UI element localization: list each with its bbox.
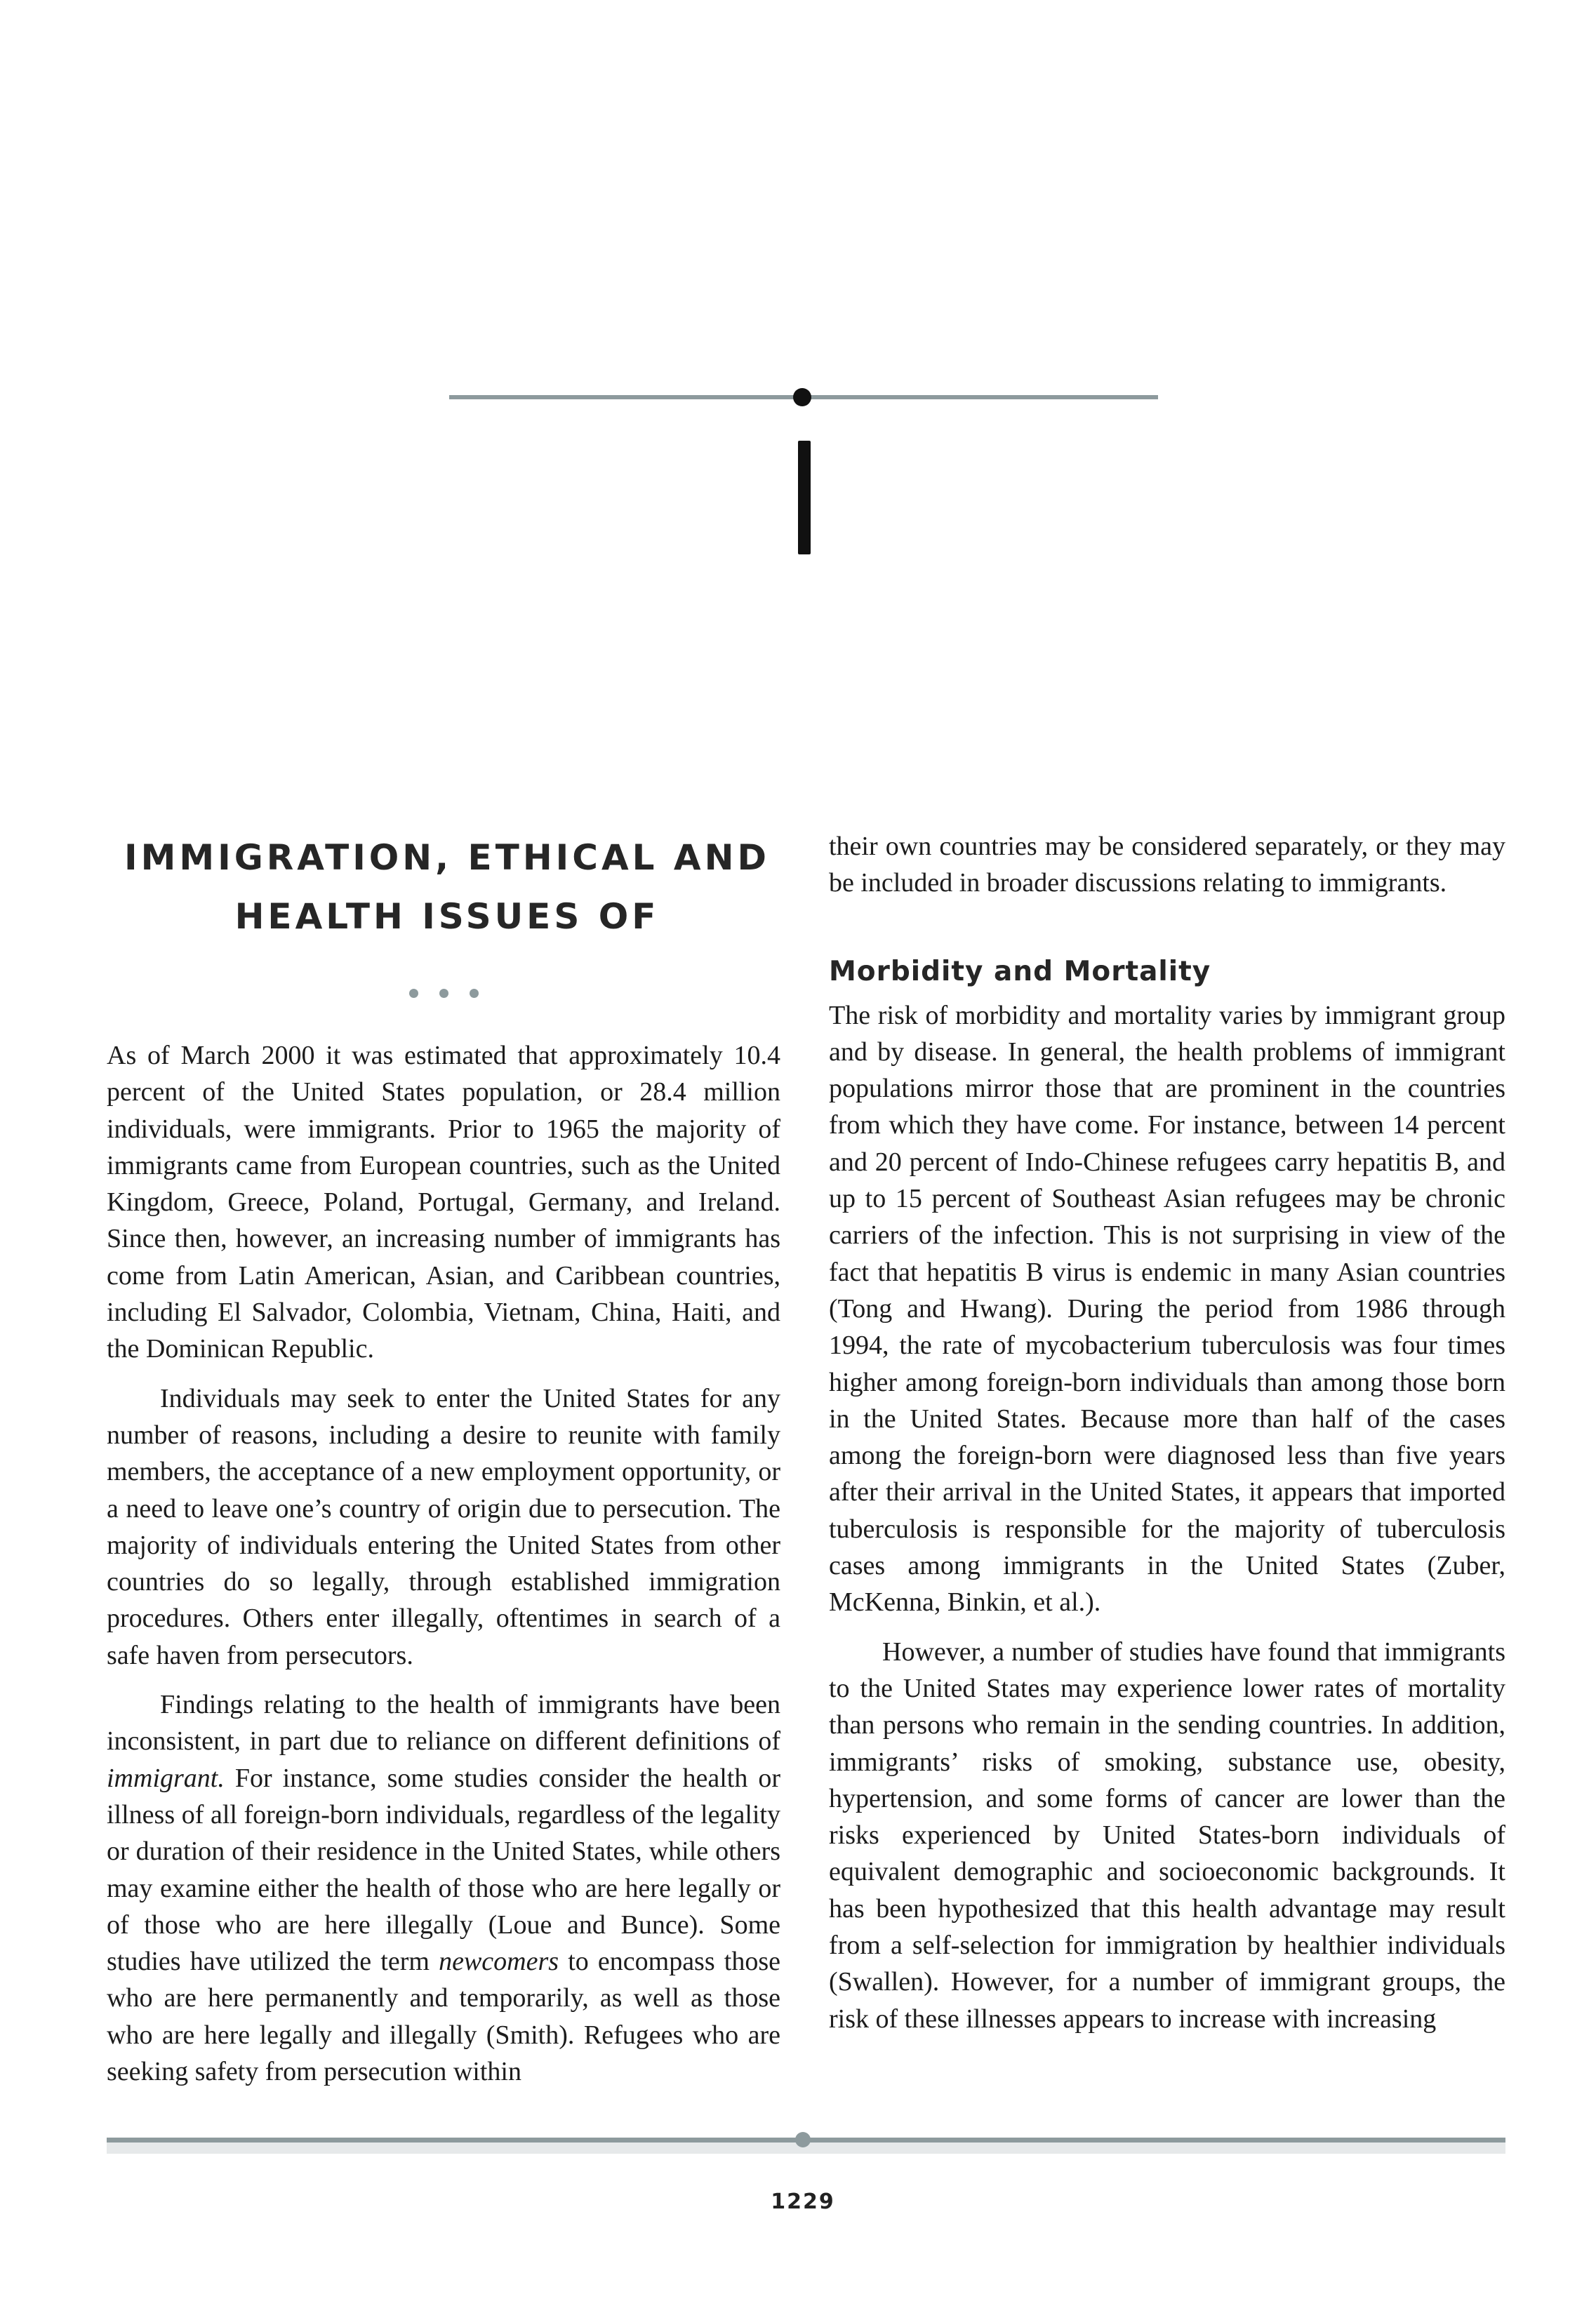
- section-heading: Morbidity and Mortality: [829, 955, 1211, 987]
- paragraph-text: to encompass those who are here permanently and temporarily, as well as those who are here legally and illegally (Smith). Refugees who are seeking safety from persecution within: [107, 1947, 780, 2087]
- italic-term: immigrant.: [107, 1763, 225, 1793]
- section-divider-dots: [107, 987, 780, 1015]
- paragraph: The risk of morbidity and mortality varies by immigrant group and by disease. In general, the health problems of immigrant populations mirror those that are prominent in the countries from which they have come. For instance, between 14 percent and 20 percent of Indo-Chinese refugees carry hepatitis B, and up to 15 percent of Southeast Asian refugees may be chronic carriers of the infection. This is not surprising in view of the fact that hepatitis B virus is endemic in many Asian countries (Tong and Hwang). During the period from 1986 through 1994, the rate of mycobacterium tuberculosis was four times higher among foreign-born individuals than among those born in the United States. Because more than half of the cases among the foreign-born were diagnosed less than five years after their arrival in the United States, it appears that imported tuberculosis is responsible for the majority of tuberculosis cases among immigrants in the United States (Zuber, McKenna, Binkin, et al.).: [829, 1000, 1505, 1618]
- article-title: [107, 828, 780, 946]
- footer-ornament-dot: [795, 2132, 811, 2147]
- divider-dot: [439, 989, 448, 998]
- paragraph: Individuals may seek to enter the United States for any number of reasons, including a desire to reunite with family members, the acceptance of a new employment opportunity, or a need to leave one’s country of origin due to persecution. The majority of individuals entering the United States from other countries do so legally, through established immigration procedures. Others enter illegally, oftentimes in search of a safe haven from persecutors.: [107, 1383, 780, 1670]
- paragraph: As of March 2000 it was estimated that approximately 10.4 percent of the United States population, or 28.4 million individuals, were immigrants. Prior to 1965 the majority of immigrants came from European countries, such as the United Kingdom, Greece, Poland, Portugal, Germany, and Ireland. Since then, however, an increasing number of immigrants has come from Latin American, Asian, and Caribbean countries, including El Salvador, Colombia, Vietnam, China, Haiti, and the Dominican Republic.: [107, 1041, 780, 1364]
- article-title-line-1: IMMIGRATION, ETHICAL AND: [124, 837, 770, 878]
- paragraph: However, a number of studies have found that immigrants to the United States may experience lower rates of mortality than persons who remain in the sending countries. In addition, immigrants’ risks of smoking, substance use, obesity, hypertension, and some forms of cancer are lower than the risks experienced by United States-born individuals of equivalent demographic and socioeconomic backgrounds. It has been hypothesized that this health advantage may result from a self-selection for immigration by healthier individuals (Swallen). However, for a number of immigrant groups, the risk of these illnesses appears to increase with increasing: [829, 1637, 1505, 2034]
- paragraph: [107, 1686, 780, 2090]
- paragraph-text: For instance, some studies consider the health or illness of all foreign-born individuals, regardless of the legality or duration of their residence in the United States, while others may examine either the health of those who are here legally or of those who are here illegally (Loue and Bunce). Some studies have utilized the term: [107, 1763, 780, 1977]
- paragraph-continuation: their own countries may be considered separately, or they may be included in broader discussions relating to immigrants.: [829, 832, 1505, 898]
- italic-term: newcomers: [439, 1947, 559, 1977]
- right-column: [829, 828, 1505, 2037]
- article-title-line-2: HEALTH ISSUES OF: [234, 896, 660, 937]
- left-column: [107, 828, 780, 2090]
- top-ornament-dot: [793, 388, 811, 406]
- chapter-letter: [798, 441, 811, 554]
- divider-dot: [470, 989, 479, 998]
- page-number: 1229: [771, 2190, 835, 2214]
- paragraph-text: Findings relating to the health of immigrants have been inconsistent, in part due to reliance on different definitions of: [107, 1690, 780, 1757]
- divider-dot: [409, 989, 418, 998]
